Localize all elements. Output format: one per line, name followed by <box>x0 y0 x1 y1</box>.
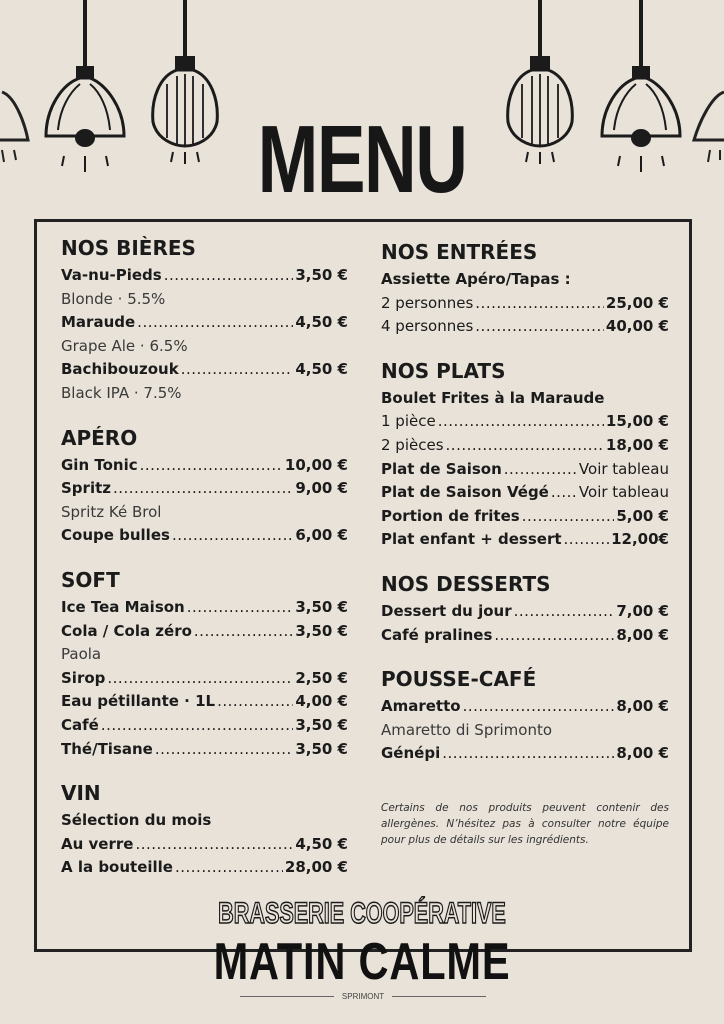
menu-item: Plat de Saison Végé ..... Voir tableau <box>381 481 669 505</box>
brand-subtitle: BRASSERIE COOPÉRATIVE <box>218 897 506 930</box>
menu-subheading: Boulet Frites à la Maraude <box>381 388 605 407</box>
lamp-illustration-far-left <box>0 0 40 170</box>
menu-item-description: Black IPA · 7.5% <box>61 383 182 402</box>
section-heading-plats: NOS PLATS <box>381 358 506 383</box>
menu-item: Café pralines ..... 8,00 € <box>381 624 669 648</box>
menu-item-description: Amaretto di Sprimonto <box>381 720 553 739</box>
menu-item: Va-nu-Pieds ..... 3,50 € <box>61 264 348 288</box>
page-title: MENU <box>257 106 467 213</box>
brand-location-label: SPRIMONT <box>341 991 385 1001</box>
menu-item: Spritz ..... 9,00 € <box>61 477 348 501</box>
menu-item: Eau pétillante · 1L ..... 4,00 € <box>61 690 348 714</box>
menu-item-description: Paola <box>61 645 102 664</box>
menu-item: Plat de Saison ..... Voir tableau <box>381 458 669 482</box>
menu-item: 4 personnes ..... 40,00 € <box>381 315 669 339</box>
menu-item: Amaretto ..... 8,00 € <box>381 695 669 719</box>
lamp-illustration-far-right <box>690 0 724 170</box>
menu-item-description: Spritz Ké Brol <box>61 502 162 521</box>
section-heading-soft: SOFT <box>61 567 120 592</box>
menu-item: A la bouteille ..... 28,00 € <box>61 856 348 880</box>
menu-item: Gin Tonic ..... 10,00 € <box>61 454 348 478</box>
menu-item: 2 pièces ..... 18,00 € <box>381 434 669 458</box>
menu-item: 2 personnes ..... 25,00 € <box>381 292 669 316</box>
menu-item: Portion de frites ..... 5,00 € <box>381 505 669 529</box>
menu-item: Bachibouzouk ..... 4,50 € <box>61 358 348 382</box>
section-heading-apero: APÉRO <box>61 425 138 450</box>
menu-item: Génépi ..... 8,00 € <box>381 742 669 766</box>
section-heading-desserts: NOS DESSERTS <box>381 571 551 596</box>
menu-item: Thé/Tisane ..... 3,50 € <box>61 738 348 762</box>
menu-subheading: Sélection du mois <box>61 811 212 830</box>
menu-item: Plat enfant + dessert ..... 12,00€ <box>381 528 669 552</box>
brand-name: MATIN CALME <box>213 933 511 991</box>
menu-item: Au verre ..... 4,50 € <box>61 833 348 857</box>
allergen-note: Certains de nos produits peuvent contenir des allergènes. N’hésitez pas à consulter notre équipe pour plus de détails sur les ingrédients. <box>381 802 669 846</box>
menu-right-column <box>381 240 669 766</box>
menu-left-column <box>61 236 348 880</box>
section-heading-bieres: NOS BIÈRES <box>61 236 196 260</box>
section-heading-pousse-cafe: POUSSE-CAFÉ <box>381 667 537 692</box>
menu-item: Sirop ..... 2,50 € <box>61 667 348 691</box>
menu-item: Café ..... 3,50 € <box>61 714 348 738</box>
menu-item-description: Blonde · 5.5% <box>61 289 166 308</box>
section-heading-vin: VIN <box>61 781 101 806</box>
menu-subheading: Assiette Apéro/Tapas : <box>381 270 571 288</box>
menu-item: Cola / Cola zéro ..... 3,50 € <box>61 620 348 644</box>
menu-item: Dessert du jour ..... 7,00 € <box>381 600 669 624</box>
section-heading-entrees: NOS ENTRÉES <box>381 240 538 264</box>
brand-location <box>240 989 486 1003</box>
menu-item-description: Grape Ale · 6.5% <box>61 336 188 355</box>
menu-item: Coupe bulles ..... 6,00 € <box>61 524 348 548</box>
menu-item: Maraude ..... 4,50 € <box>61 311 348 335</box>
menu-item: Ice Tea Maison ..... 3,50 € <box>61 596 348 620</box>
menu-item: 1 pièce ..... 15,00 € <box>381 410 669 434</box>
